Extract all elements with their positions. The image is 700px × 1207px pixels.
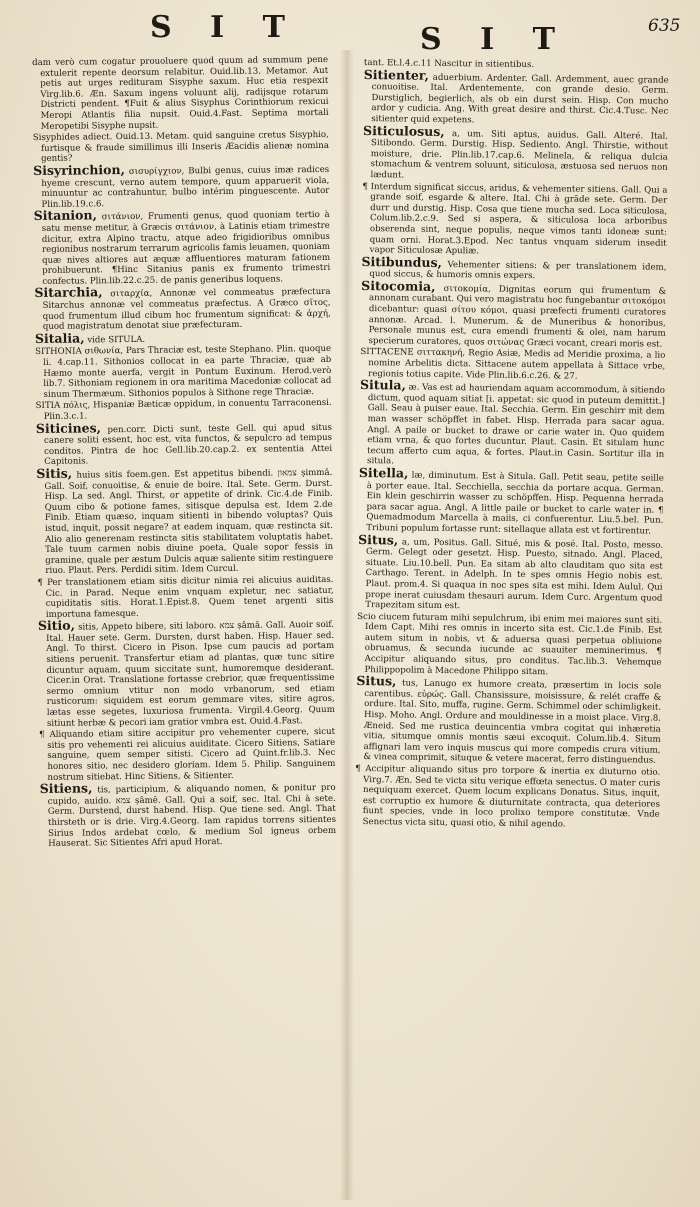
page-number: 635 (648, 16, 681, 36)
entry-text: ¶ Accipitur aliquando situs pro torpore & inertia ex diuturno otio. Virg.7. Æn. Sed te victa situ verique effœta senectus. O mater curis nequiquam exercet. Quem locum explicans Donatus. Situs, inquit, est corruptio ex humore & diuturnitate contracta, qua deteriores fiunt species, vnde in loco prolixo tempore constitutæ. Vnde Senectus victa situ, quasi otio, & nihil agendo. (355, 763, 661, 830)
entry-text: pen.corr. Dicti sunt, teste Gell. qui apud situs canere soliti essent, hoc est, vita functos, & sepulcro ad tempus conditos. Pintra de hoc Gell.lib.20.cap.2. ex sententia Attei Capitonis. (43, 422, 333, 468)
entry-headword: Sitella, (358, 464, 409, 481)
entry-headword: Sitienter, (363, 66, 429, 83)
entry-headword: Siticulosus, (363, 122, 445, 139)
entry-text: σισυρίγχιον, Bulbi genus, cuius imæ radices hyeme crescunt, verno autem tempore, quum apparuerit viola, minuuntur ac contrahuntur, bulbo intérim pinguescente. Autor Plin.lib.19.c.6. (41, 164, 330, 210)
running-head-right: S I T (420, 22, 569, 57)
entry-text: vide SITULA. (87, 334, 146, 346)
entry-text: σιτάνιον, Frumenti genus, quod quoniam tertio à satu mense metitur, à Græcis σιτάνιον, à Latinis etiam trimestre dicitur, extra Alpino tractu, atque adeo frigidioribus omnibus regionibus nostrarum terrarum agricolis famis leuamen, quoniam quæ nives altiores aut æquæ affluentiores maturam fationem prohibuerunt. ¶Hinc Sitanius panis ex frumento trimestri confectus. Plin.lib.22.c.25. de panis generibus loquens. (41, 210, 331, 287)
dictionary-entry (357, 531, 664, 614)
entry-headword: Sitarchia, (34, 284, 103, 301)
dictionary-entry (356, 612, 662, 679)
dictionary-entry (32, 55, 329, 132)
entry-text: Scio ciucem futuram mihi sepulchrum, ibi enim mei maiores sunt siti. Idem Capt. Mihi res omnis in incerto sita est. Cic.1.de Finib. Est autem situm in nobis, vt & aduersa quasi perpetua obliuione obruamus, & secunda iucunde ac suauiter meminerimus. ¶ Accipitur aliquando situs, pro conditus. Tac.lib.3. Vehemque Philippopolim à Macedone Philippo sitam. (357, 611, 663, 677)
dictionary-entry (358, 464, 664, 537)
page-header (0, 6, 700, 57)
entry-text: ¶ Per translationem etiam sitis dicitur nimia rei alicuius auiditas. Cic. in Parad. Neque enim vnquam expletur, nec satiatur, cupiditatis sitis. Horat.1.Epist.8. Quem tenet argenti sitis importuna famesque. (37, 574, 334, 620)
entry-text: aduerbium. Ardenter. Gall. Ardemment, auec grande conuoitise. Ital. Ardentemente, con grande desio. Germ. Durstiglich, begierlich, als ob ein durst sein. Hisp. Con mucho ardor y cudicia. Ang. With great desire and thirst. Cic.4.Tusc. Nec sitienter quid expetens. (371, 72, 669, 126)
entry-text: SITTACENE σιττακηνή, Regio Asiæ, Medis ad Meridie proxima, a lio nomine Arbelitis dicta. Sittacene autem appellata à Sittace vrbe, regionis totius capite. Vide Plin.lib.6.c.26. & 27. (360, 347, 666, 382)
dictionary-entry (39, 727, 336, 783)
entry-headword: Sitalia, (34, 330, 85, 346)
entry-headword: Sitanion, (33, 207, 97, 224)
right-column (350, 58, 669, 1202)
entry-text: ¶ Interdum significat siccus, aridus, & vehementer sitiens. Gall. Qui a grande soif, esgarde & altere. Ital. Chi à grãde sete. Germ. Der durr und durstig. Hisp. Cosa que tiene mucha sed. Loca siticulosa, Colum.lib.2.c.9. Sed si aspera, & siticulosa loca arboribus obserenda sint, neque populis, neque vimos tanti idoneæ sunt: quam orni. Horat.3.Epod. Nec tantus vnquam siderum insedit vapor Siticulosæ Apuliæ. (362, 181, 668, 257)
dictionary-entry (363, 122, 669, 185)
dictionary-entry (360, 277, 667, 350)
dictionary-entry (34, 285, 330, 332)
entry-text: sitis, Appeto bibere, siti laboro. צמא ṣâmâ. Gall. Auoir soif. Ital. Hauer sete. Germ. Dursten, durst haben. Hisp. Hauer sed. Angl. To thirst. Cicero in Pison. Ipse cum paucis ad portam sitiens peruenit. Transfertur etiam ad plantas, quæ tunc sitire dicuntur aquam, quum siccitate sunt, humoremque desiderant. Cicer.in Orat. Translatione fortasse crebrior, quæ frequentissime sermo omnium vtitur non modo vrbanorum, sed etiam rusticorum: siquidem est eorum gemmare vites, sitire agros, lætas esse segetes, luxuriosa frumenta. Virgil.4.Georg. Quum sitiunt herbæ & pecori iam gratior vmbra est. Ouid.4.Fast. (46, 620, 335, 729)
entry-text: σιτοκομία, Dignitas eorum qui frumentum & annonam curabant. Qui vero magistratu hoc fungebantur σιτοκόμοι dicebantur: quasi σίτου κόμοι, quasi præfecti frumenti curatores annonæ. Arcad. l. Munerum. & de Muneribus & honoribus, Personale munus est, cura emendi frumenti & olei, nam harum specierum curatores, quos σιτώνας Græci vocant, creari moris est. (368, 283, 667, 350)
entry-headword: Situs, (358, 531, 399, 547)
dictionary-entry (33, 163, 329, 210)
entry-headword: Siticines, (35, 419, 102, 436)
entry-text: æ. Vas est ad hauriendam aquam accommodum, à sitiendo dictum, quod aquam sitiat [i. appetat: sic quod in puteum demittit.] Gall. Seau à puiser eaue. Ital. Secchia. Germ. Ein geschirr mit dem man wasser schöpffet in fabet. Hisp. Herrada para sacar agua. Angl. A paile or bucket to drawe or carie water in. Quo quidem etiam vrna, & quo fortes ducuntur. Plaut. Casin. Et situlam hunc tecum afferto cum aqua, & fortes. Plaut.in Casin. Sortitur illa in situla. (367, 382, 666, 467)
dictionary-entry (37, 575, 333, 620)
dictionary-entry (362, 182, 668, 260)
entry-text: dam verò cum cogatur prouoluere quod quum ad summum pene extulerit repente deorsum relabitur. Ouid.lib.13. Metamor. Aut petis aut urges redituram Sisyphe saxum. Huc etia respexit Virg.lib.6. Æn. Saxum ingens voluunt alij, radijsque rotarum Districti pendent. ¶Fuit & alius Sisyphus Corinthiorum rexicui Meropi Atlantis filia nupsit. Ouid.4.Fast. Septima mortali Meropetibi Sisyphe nupsit. (32, 54, 329, 132)
entry-text: Sisyphides adiect. Ouid.13. Metam. quid sanguine cretus Sisyphio, furtisque & fraude simillimus illi Inseris Æacidis alienæ nomina gentis? (32, 130, 329, 165)
entry-headword: Sitocomia, (361, 277, 436, 294)
dictionary-entry (359, 377, 666, 470)
entry-text: σιταρχία, Annonæ vel commeatus præfectura Sitarchus annonæ vel commeatus præfectus. A Græco σῖτος, quod frumentum illud cibum hoc frumentum significat: & ἀρχή, quod magistratum denotat siue præfecturam. (42, 287, 331, 333)
entry-text: a, um. Siti aptus, auidus. Gall. Alteré. Ital. Sitibondo. Germ. Durstig. Hisp. Sediento. Angl. Thirstie, without moisture, drie. Plin.lib.17.cap.6. Melinela, & reliqua dulcia stomachum & ventrem soluunt, siticulosa, æstuosa sed neruos non lædunt. (370, 128, 669, 181)
dictionary-entry (33, 130, 329, 165)
entry-text: tant. Et.l.4.c.11 Nascitur in sitientibus. (363, 58, 535, 71)
dictionary-entry (355, 673, 662, 767)
dictionary-entry (36, 420, 332, 467)
dictionary-entry (40, 781, 337, 850)
entry-headword: Situs, (356, 673, 397, 689)
entry-text: huius sitis foem.gen. Est appetitus bibendi. צמאון ṣimmâ. Gall. Soif, conuoitise, & enuie de boire. Ital. Sete. Germ. Durst. Hisp. La sed. Angl. Thirst, or appetite of drink. Cic.4.de Finib. Quum cibo & potione fames, sitisque depulsa est. Idem 2.de Finib. Etiam quæso, inquam sitienti in bibendo voluptas? Quis istud, inquit, possit negare? at eadem inquam, quæ restincta sit. Alio alio generenam restincta sitis stabilitatem voluptatis habet. Tale tuum carmen nobis diuine poeta, Quale sopor fessis in gramine, quale per æstum Dulcis aquæ saliente sitim restinguere riuo. Plaut. Pers. Perdidi sitim. Idem Curcul. (44, 467, 334, 577)
entry-text: SITHONIA σιθωνία, Pars Thraciæ est, teste Stephano. Plin. quoque li. 4.cap.11. Sithonios collocat in ea parte Thraciæ, quæ ab Hæmo monte auerfa, vergit in Pontum Euxinum. Herod.verò lib.7. Sithoniam regionem in ora maritima Macedoniæ collocat ad sinum Thermæum. Sithonios populos à Sithone rege Thraciæ. (35, 344, 332, 400)
running-head-left: S I T (150, 10, 299, 45)
dictionary-entry (34, 208, 331, 287)
left-column (32, 55, 340, 1198)
dictionary-entry (36, 398, 332, 422)
entry-headword: Sitis, (36, 465, 73, 481)
dictionary-entry (38, 618, 335, 729)
entry-headword: Situla, (359, 377, 406, 393)
entry-headword: Sitibundus, (361, 253, 443, 270)
dictionary-entry (363, 66, 669, 129)
entry-text: a, um, Positus. Gall. Situé, mis & posé. Ital. Posto, messo. Germ. Gelegt oder gesetzt. Hisp. Puesto, sitnado. Angl. Placed, situate. Liu.10.bell. Pun. Ea sitam ab alto clauditam quo sita est Carthago. Terent. in Adelph. In te spes omnis Hegio nobis est. Plaut. prom.4. Si quaqua in noc spes sita est mihi. Idem Aulul. Qui prope inerat cuiusdam thesauri aurum. Idem Curc. Argentum quod Trapezitam situm est. (365, 537, 664, 612)
entry-text: tis, participium, & aliquando nomen, & ponitur pro cupido, auido. צמא ṣâmê. Gall. Qui a soif, sec. Ital. Chi à sete. Germ. Durstend, durst habend. Hisp. Que tiene sed. Angl. That thirsteth or is drie. Virg.4.Georg. Iam rapidus torrens sitientes Sirius Indos ardebat cœlo, & medium Sol igneus orbem Hauserat. Sic Sitientes Afri apud Horat. (47, 783, 337, 850)
entry-headword: Sisyrinchion, (33, 161, 125, 178)
dictionary-entry (35, 344, 332, 400)
entry-text: læ, diminutum. Est à Situla. Gall. Petit seau, petite seille à porter eaue. Ital. Secchiella, secchia da portare acqua. German. Ein klein geschirrin wasser zu schöpffen. Hisp. Pequenna herrada para sacar agua. Angl. A little paile or bucket to carle water in. ¶ Quemadmodum Marcella à maiis, ci confuerentur. Liu.5.bel. Pun. Tribuni populum fortasse runt: sitellaque allata est vt fortirentur. (366, 470, 664, 537)
entry-text: tus, Lanugo ex humore creata, præsertim in locis sole carentibus. εὐρώς. Gall. Chansissure, moisissure, & relét craffe & ordure. Ital. Sito, muffa, rugine. Germ. Schimmel oder schimligkeit. Hisp. Moho. Angl. Ordure and mouldinesse in a moist place. Virg.8. Æneid. Sed me rustica deuincentia vmbra cogitat qui inhæretia vitia, situmque omnis montis sæui excoquit. Colum.lib.4. Situm affignari lam vero inquis muscus qui more compedis crura vitium, & vinea comprimit, situque & vetere macerat, ferro distinguendus. (363, 678, 662, 767)
entry-text: ¶ Aliquando etiam sitire accipitur pro vehementer cupere, sicut sitis pro vehementi rei alicuius auiditate. Cicero Sitiens, Satiare sanguine, quem semper sitisti. Cicero ad Quint.fr.lib.3. Nec honores sitio, nec desidero gloriam. Idem 5. Philip. Sanguinem nostrum sitiebat. Hinc Sitiens, & Sitienter. (39, 727, 336, 783)
entry-headword: Sitio, (37, 617, 76, 634)
entry-headword: Sitiens, (39, 780, 93, 797)
entry-text: SITIA πόλις, Hispaniæ Bæticæ oppidum, in conuentu Tarraconensi. Plin.3.c.1. (35, 398, 332, 422)
dictionary-entry (36, 466, 333, 577)
dictionary-entry (355, 764, 661, 831)
entry-text: Vehementer sitiens: & per translationem idem, quod siccus, & humoris omnis expers. (369, 259, 667, 282)
